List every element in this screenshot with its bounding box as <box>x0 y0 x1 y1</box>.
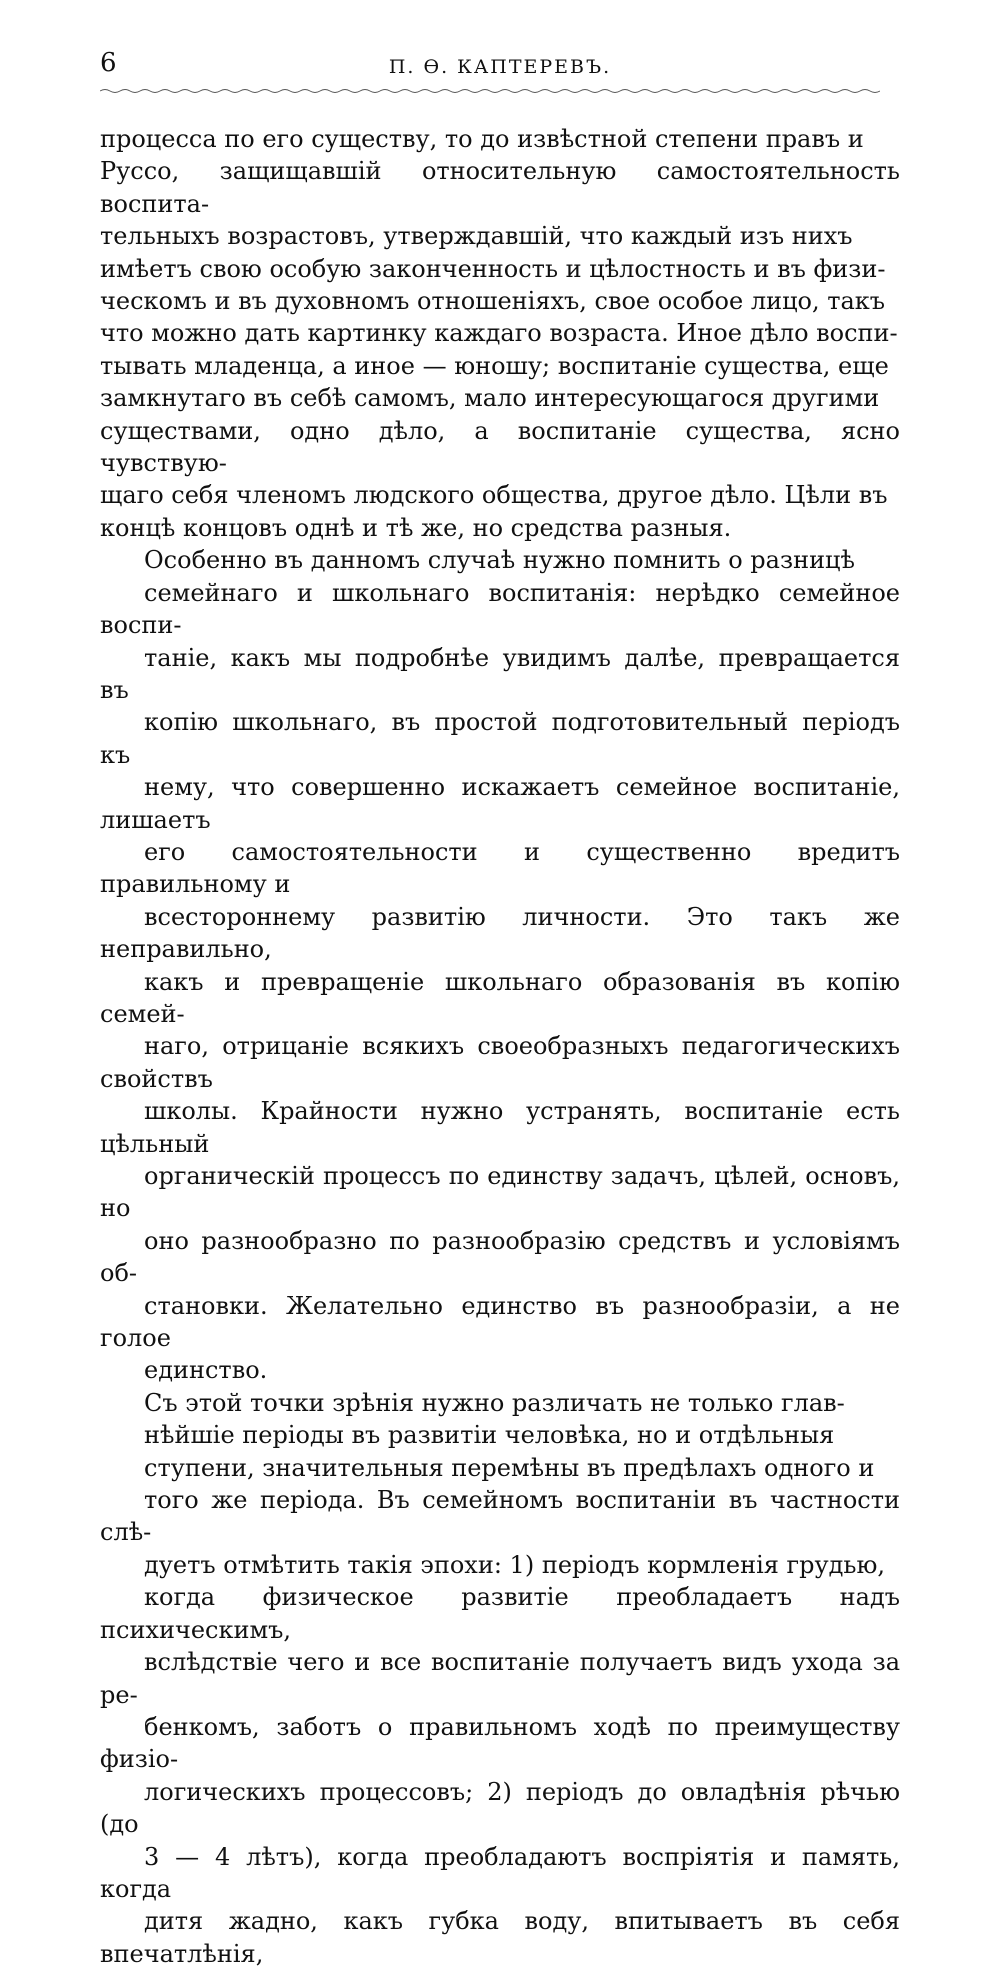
text-line: существами, одно дѣло, а воспитаніе существа, ясно чувствую- <box>100 416 900 478</box>
text-line: бенкомъ, заботъ о правильномъ ходѣ по преимуществу физіо- <box>100 1712 900 1774</box>
text-line: всестороннему развитію личности. Это такъ же неправильно, <box>100 902 900 964</box>
text-line: что можно дать картинку каждаго возраста. Иное дѣло воспи- <box>100 319 898 348</box>
text-line: ческомъ и въ духовномъ отношеніяхъ, свое особое лицо, такъ <box>100 287 886 316</box>
text-line: копію школьнаго, въ простой подготовительный періодъ къ <box>100 708 900 769</box>
text-line: тельныхъ возрастовъ, утверждавшій, что каждый изъ нихъ <box>100 222 853 251</box>
text-line: какъ и превращеніе школьнаго образованія въ копію семей- <box>100 967 900 1028</box>
text-line: вслѣдствіе чего и все воспитаніе получаетъ видъ ухода за ре- <box>100 1648 900 1709</box>
text-line: таніе, какъ мы подробнѣе увидимъ далѣе, превращается въ <box>100 643 900 704</box>
text-line: единство. <box>144 1356 268 1385</box>
text-line: оно разнообразно по разнообразію средствъ и условіямъ об- <box>100 1226 900 1288</box>
text-line: Съ этой точки зрѣнія нужно различать не только глав- <box>144 1388 845 1417</box>
text-line: логическихъ процессовъ; 2) періодъ до овладѣнія рѣчью (до <box>100 1777 900 1839</box>
text-line: концѣ концовъ однѣ и тѣ же, но средства разныя. <box>100 513 732 542</box>
body-text <box>100 123 900 1970</box>
text-line: Особенно въ данномъ случаѣ нужно помнить о разницѣ <box>144 546 855 575</box>
text-line: нему, что совершенно искажаетъ семейное воспитаніе, лишаетъ <box>100 773 900 834</box>
text-line: того же періода. Въ семейномъ воспитаніи въ частности слѣ- <box>100 1486 900 1547</box>
text-line: тывать младенца, а иное — юношу; воспитаніе существа, еще <box>100 351 889 380</box>
text-line: дитя жадно, какъ губка воду, впитываетъ въ себя впечатлѣнія, <box>100 1907 900 1968</box>
text-line: Руссо, защищавшій относительную самостоятельность воспита- <box>100 157 900 218</box>
text-line: наго, отрицаніе всякихъ своеобразныхъ педагогическихъ свойствъ <box>100 1032 900 1093</box>
paragraph-2 <box>100 544 900 1387</box>
paragraph-1 <box>100 123 900 544</box>
text-line: имѣетъ свою особую законченность и цѣлостность и въ физи- <box>100 254 886 283</box>
paragraph-3 <box>100 1387 900 1970</box>
text-line: школы. Крайности нужно устранять, воспитаніе есть цѣльный <box>100 1097 900 1158</box>
text-line: замкнутаго въ себѣ самомъ, мало интересующагося другими <box>100 384 880 413</box>
running-title: П. Ѳ. КАПТЕРЕВЪ. <box>388 56 612 78</box>
text-line: 3 — 4 лѣтъ), когда преобладаютъ воспріятія и память, когда <box>100 1842 900 1903</box>
text-line: нѣйшіе періоды въ развитіи человѣка, но и отдѣльныя <box>144 1421 835 1450</box>
text-line: дуетъ отмѣтить такія эпохи: 1) періодъ кормленія грудью, <box>144 1550 885 1579</box>
text-line: процесса по его существу, то до извѣстной степени правъ и <box>100 125 864 153</box>
text-line: его самостоятельности и существенно вредитъ правильному и <box>100 837 900 899</box>
text-line: становки. Желательно единство въ разнообразіи, а не голое <box>100 1291 900 1353</box>
text-line: органическій процессъ по единству задачъ, цѣлей, основъ, но <box>100 1162 900 1223</box>
text-line: щаго себя членомъ людского общества, другое дѣло. Цѣли въ <box>100 481 888 510</box>
text-line: ступени, значительныя перемѣны въ предѣлахъ одного и <box>144 1453 875 1482</box>
header-wavy-rule <box>100 88 880 94</box>
page-number: 6 <box>100 48 117 78</box>
text-line: когда физическое развитіе преобладаетъ надъ психическимъ, <box>100 1583 900 1644</box>
text-line: семейнаго и школьнаго воспитанія: нерѣдко семейное воспи- <box>100 578 900 640</box>
